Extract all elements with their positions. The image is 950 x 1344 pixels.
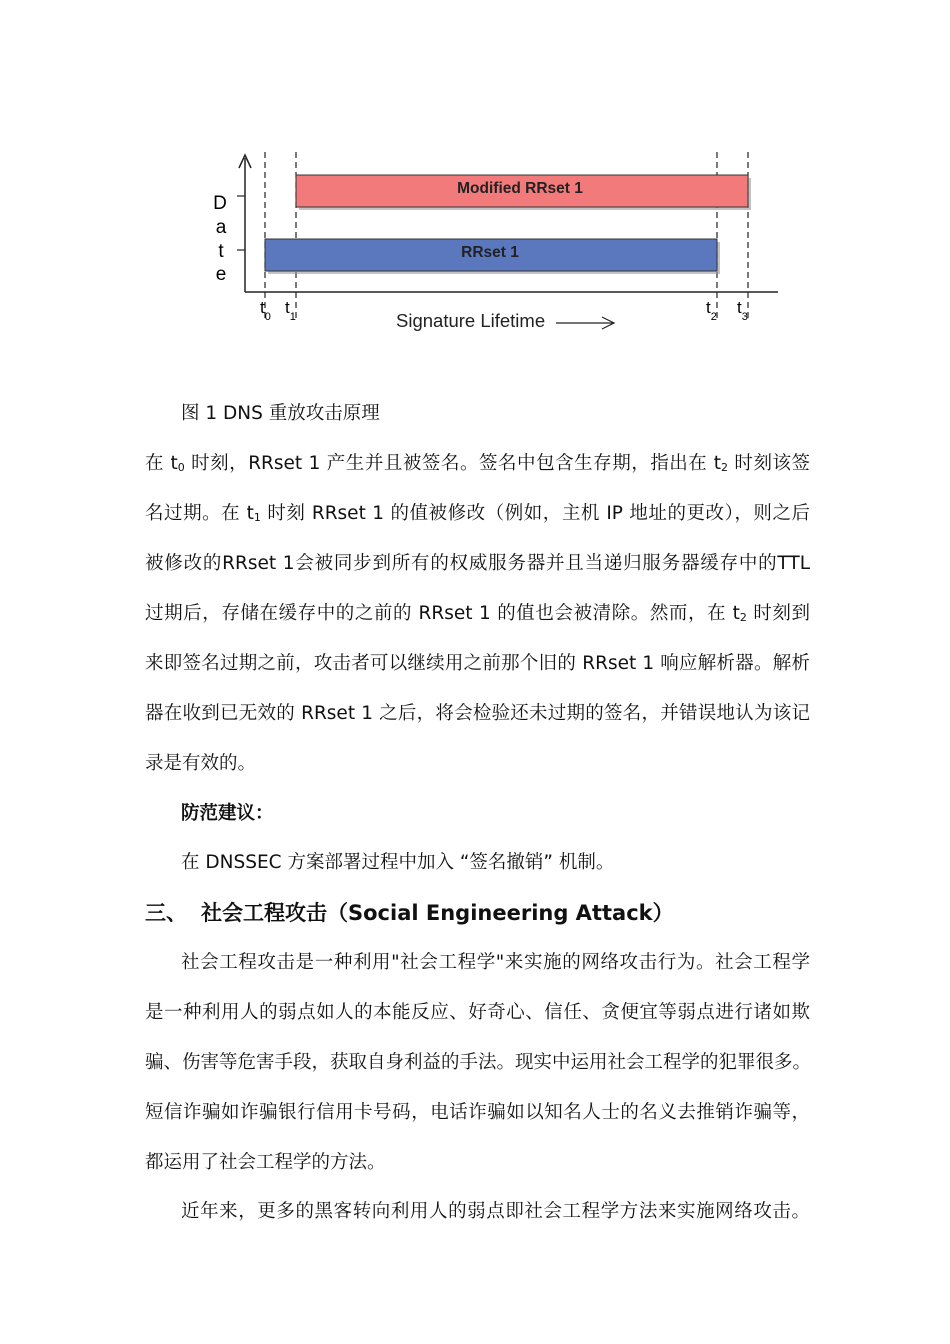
advice-title: 防范建议： bbox=[181, 803, 274, 824]
para2-line-5: 都运用了社会工程学的方法。 bbox=[145, 1152, 386, 1173]
modified-rrset-label: Modified RRset 1 bbox=[457, 180, 583, 197]
advice-text: 在 DNSSEC 方案部署过程中加入 “签名撤销” 机制。 bbox=[181, 852, 615, 873]
y-label-e: e bbox=[215, 264, 227, 285]
y-label-d: D bbox=[213, 193, 227, 214]
tick-t0: $t_0$ bbox=[260, 298, 271, 323]
para2-line-4: 短信诈骗如诈骗银行信用卡号码，电话诈骗如以知名人士的名义去推销诈骗等， bbox=[145, 1102, 810, 1123]
tick-t2: $t_2$ bbox=[706, 298, 717, 323]
dns-replay-diagram bbox=[200, 140, 800, 340]
para1-line-1: 在 $t_0$ 时刻，RRset 1 产生并且被签名。签名中包含生存期，指出在 $t_2$ 时刻该签 bbox=[145, 453, 811, 474]
tick-t3: $t_3$ bbox=[737, 298, 748, 323]
para2-line-3: 骗、伤害等危害手段，获取自身利益的手法。现实中运用社会工程学的犯罪很多。 bbox=[145, 1052, 812, 1073]
para1-line-2: 名过期。在 $t_1$ 时刻 RRset 1 的值被修改（例如，主机 IP 地址的更改），则之后 bbox=[145, 503, 811, 524]
para1-line-7: 录是有效的。 bbox=[145, 753, 257, 774]
para1-line-5: 来即签名过期之前，攻击者可以继续用之前那个旧的 RRset 1 响应解析器。解析 bbox=[145, 653, 810, 674]
para2-line-1: 社会工程攻击是一种利用"社会工程学"来实施的网络攻击行为。社会工程学 bbox=[181, 952, 810, 973]
y-label-a: a bbox=[215, 217, 227, 238]
rrset-label: RRset 1 bbox=[461, 244, 519, 261]
para1-line-4: 过期后，存储在缓存中的之前的 RRset 1 的值也会被清除。然而，在 $t_2$ 时刻到 bbox=[145, 603, 810, 624]
para1-line-6: 器在收到已无效的 RRset 1 之后，将会检验还未过期的签名，并错误地认为该记 bbox=[145, 703, 810, 724]
para3-line-1: 近年来，更多的黑客转向利用人的弱点即社会工程学方法来实施网络攻击。 bbox=[181, 1201, 810, 1222]
section-heading bbox=[145, 901, 810, 925]
section-title: 社会工程攻击（Social Engineering Attack） bbox=[201, 901, 674, 925]
para2-line-2: 是一种利用人的弱点如人的本能反应、好奇心、信任、贪便宜等弱点进行诸如欺 bbox=[145, 1002, 810, 1023]
section-number: 三、 bbox=[145, 901, 187, 925]
x-axis-title: Signature Lifetime bbox=[396, 310, 546, 331]
y-label-t: t bbox=[218, 241, 224, 262]
tick-t1: $t_1$ bbox=[285, 298, 296, 323]
figure-caption: 图 1 DNS 重放攻击原理 bbox=[181, 403, 380, 424]
para1-line-3: 被修改的RRset 1会被同步到所有的权威服务器并且当递归服务器缓存中的TTL bbox=[145, 553, 810, 574]
